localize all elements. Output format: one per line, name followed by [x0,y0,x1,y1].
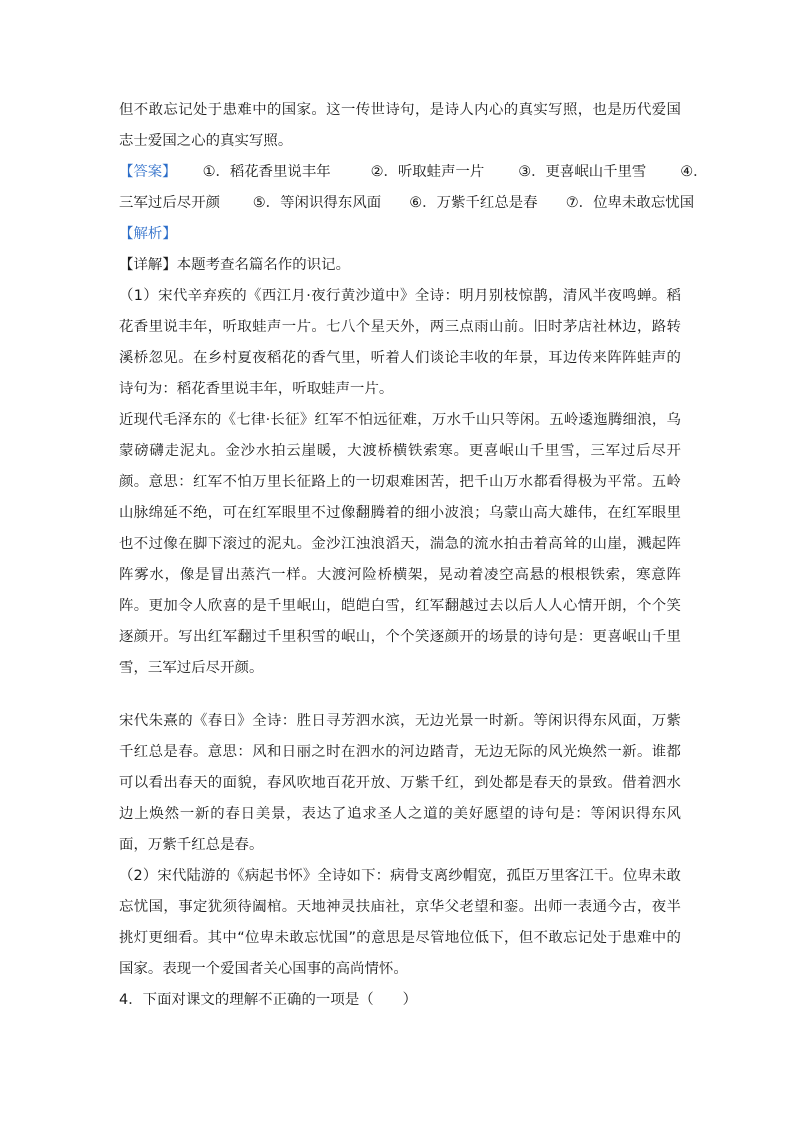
analysis-tag: 【解析】 [119,226,177,242]
question-4: 4．下面对课文的理解不正确的一项是（ ） [119,992,418,1008]
answer-item-4: ④． [680,164,708,180]
answer-item-1: ①．稻花香里说丰年 [202,164,331,180]
analysis-tag-line [119,219,681,250]
paragraph-bingqishuhuai: （2）宋代陆游的《病起书怀》全诗如下：病骨支离纱帽宽，孤臣万里客江干。位卑未敢忘忧国，事定犹须待阖棺。天地神灵扶庙社，京华父老望和銮。出师一表通今古，夜半挑灯更细看。其中“位卑未敢忘忧国”的意思是尽管地位低下，但不敢忘记处于患难中的国家。表现一个爱国者关心国事的高尚情怀。 [119,868,681,977]
answer-block [119,157,708,188]
answer-tag: 【答案】 [119,164,177,180]
detail-line: 【详解】本题考查名篇名作的识记。 [119,257,351,273]
intro-paragraph: 但不敢忘记处于患难中的国家。这一传世诗句，是诗人内心的真实写照，也是历代爱国志士爱国之心的真实写照。 [119,102,681,149]
paragraph-xijiangyue: （1）宋代辛弃疾的《西江月·夜行黄沙道中》全诗：明月别枝惊鹊，清风半夜鸣蝉。稻花香里说丰年，听取蛙声一片。七八个星天外，两三点雨山前。旧时茅店社林边，路转溪桥忽见。在乡村夏夜稻花的香气里，听着人们谈论丰收的年景，耳边传来阵阵蛙声的诗句为：稻花香里说丰年，听取蛙声一片。 [119,288,681,397]
answer-item-4-continued: 三军过后尽开颜 [119,195,221,211]
paragraph-changzheng: 近现代毛泽东的《七律·长征》红军不怕远征难，万水千山只等闲。五岭逶迤腾细浪，乌蒙磅礴走泥丸。金沙水拍云崖暖，大渡桥横铁索寒。更喜岷山千里雪，三军过后尽开颜。意思：红军不怕万里长征路上的一切艰难困苦，把千山万水都看得极为平常。五岭山脉绵延不绝，可在红军眼里不过像翻腾着的细小波浪；乌蒙山高大雄伟，在红军眼里也不过像在脚下滚过的泥丸。金沙江浊浪滔天，湍急的流水拍击着高耸的山崖，溅起阵阵雾水，像是冒出蒸汽一样。大渡河险桥横架，晃动着凌空高悬的根根铁索，寒意阵阵。更加令人欣喜的是千里岷山，皑皑白雪，红军翻越过去以后人人心情开朗，个个笑逐颜开。写出红军翻过千里积雪的岷山，个个笑逐颜开的场景的诗句是：更喜岷山千里雪，三军过后尽开颜。 [119,412,681,676]
answer-item-3: ③．更喜岷山千里雪 [518,164,647,180]
answer-continuation [119,188,695,219]
answer-item-6: ⑥．万紫千红总是春 [409,195,538,211]
answer-item-2: ②．听取蛙声一片 [370,164,485,180]
paragraph-chunri: 宋代朱熹的《春日》全诗：胜日寻芳泗水滨，无边光景一时新。等闲识得东风面，万紫千红总是春。意思：风和日丽之时在泗水的河边踏青，无边无际的风光焕然一新。谁都可以看出春天的面貌，春风吹地百花开放、万紫千红，到处都是春天的景致。借着泗水边上焕然一新的春日美景，表达了追求圣人之道的美好愿望的诗句是：等闲识得东风面，万紫千红总是春。 [119,713,681,853]
document-body [119,95,708,1016]
answer-item-7: ⑦．位卑未敢忘忧国 [565,195,695,211]
blank-gap [119,684,681,706]
answer-item-5: ⑤．等闲识得东风面 [252,195,382,211]
